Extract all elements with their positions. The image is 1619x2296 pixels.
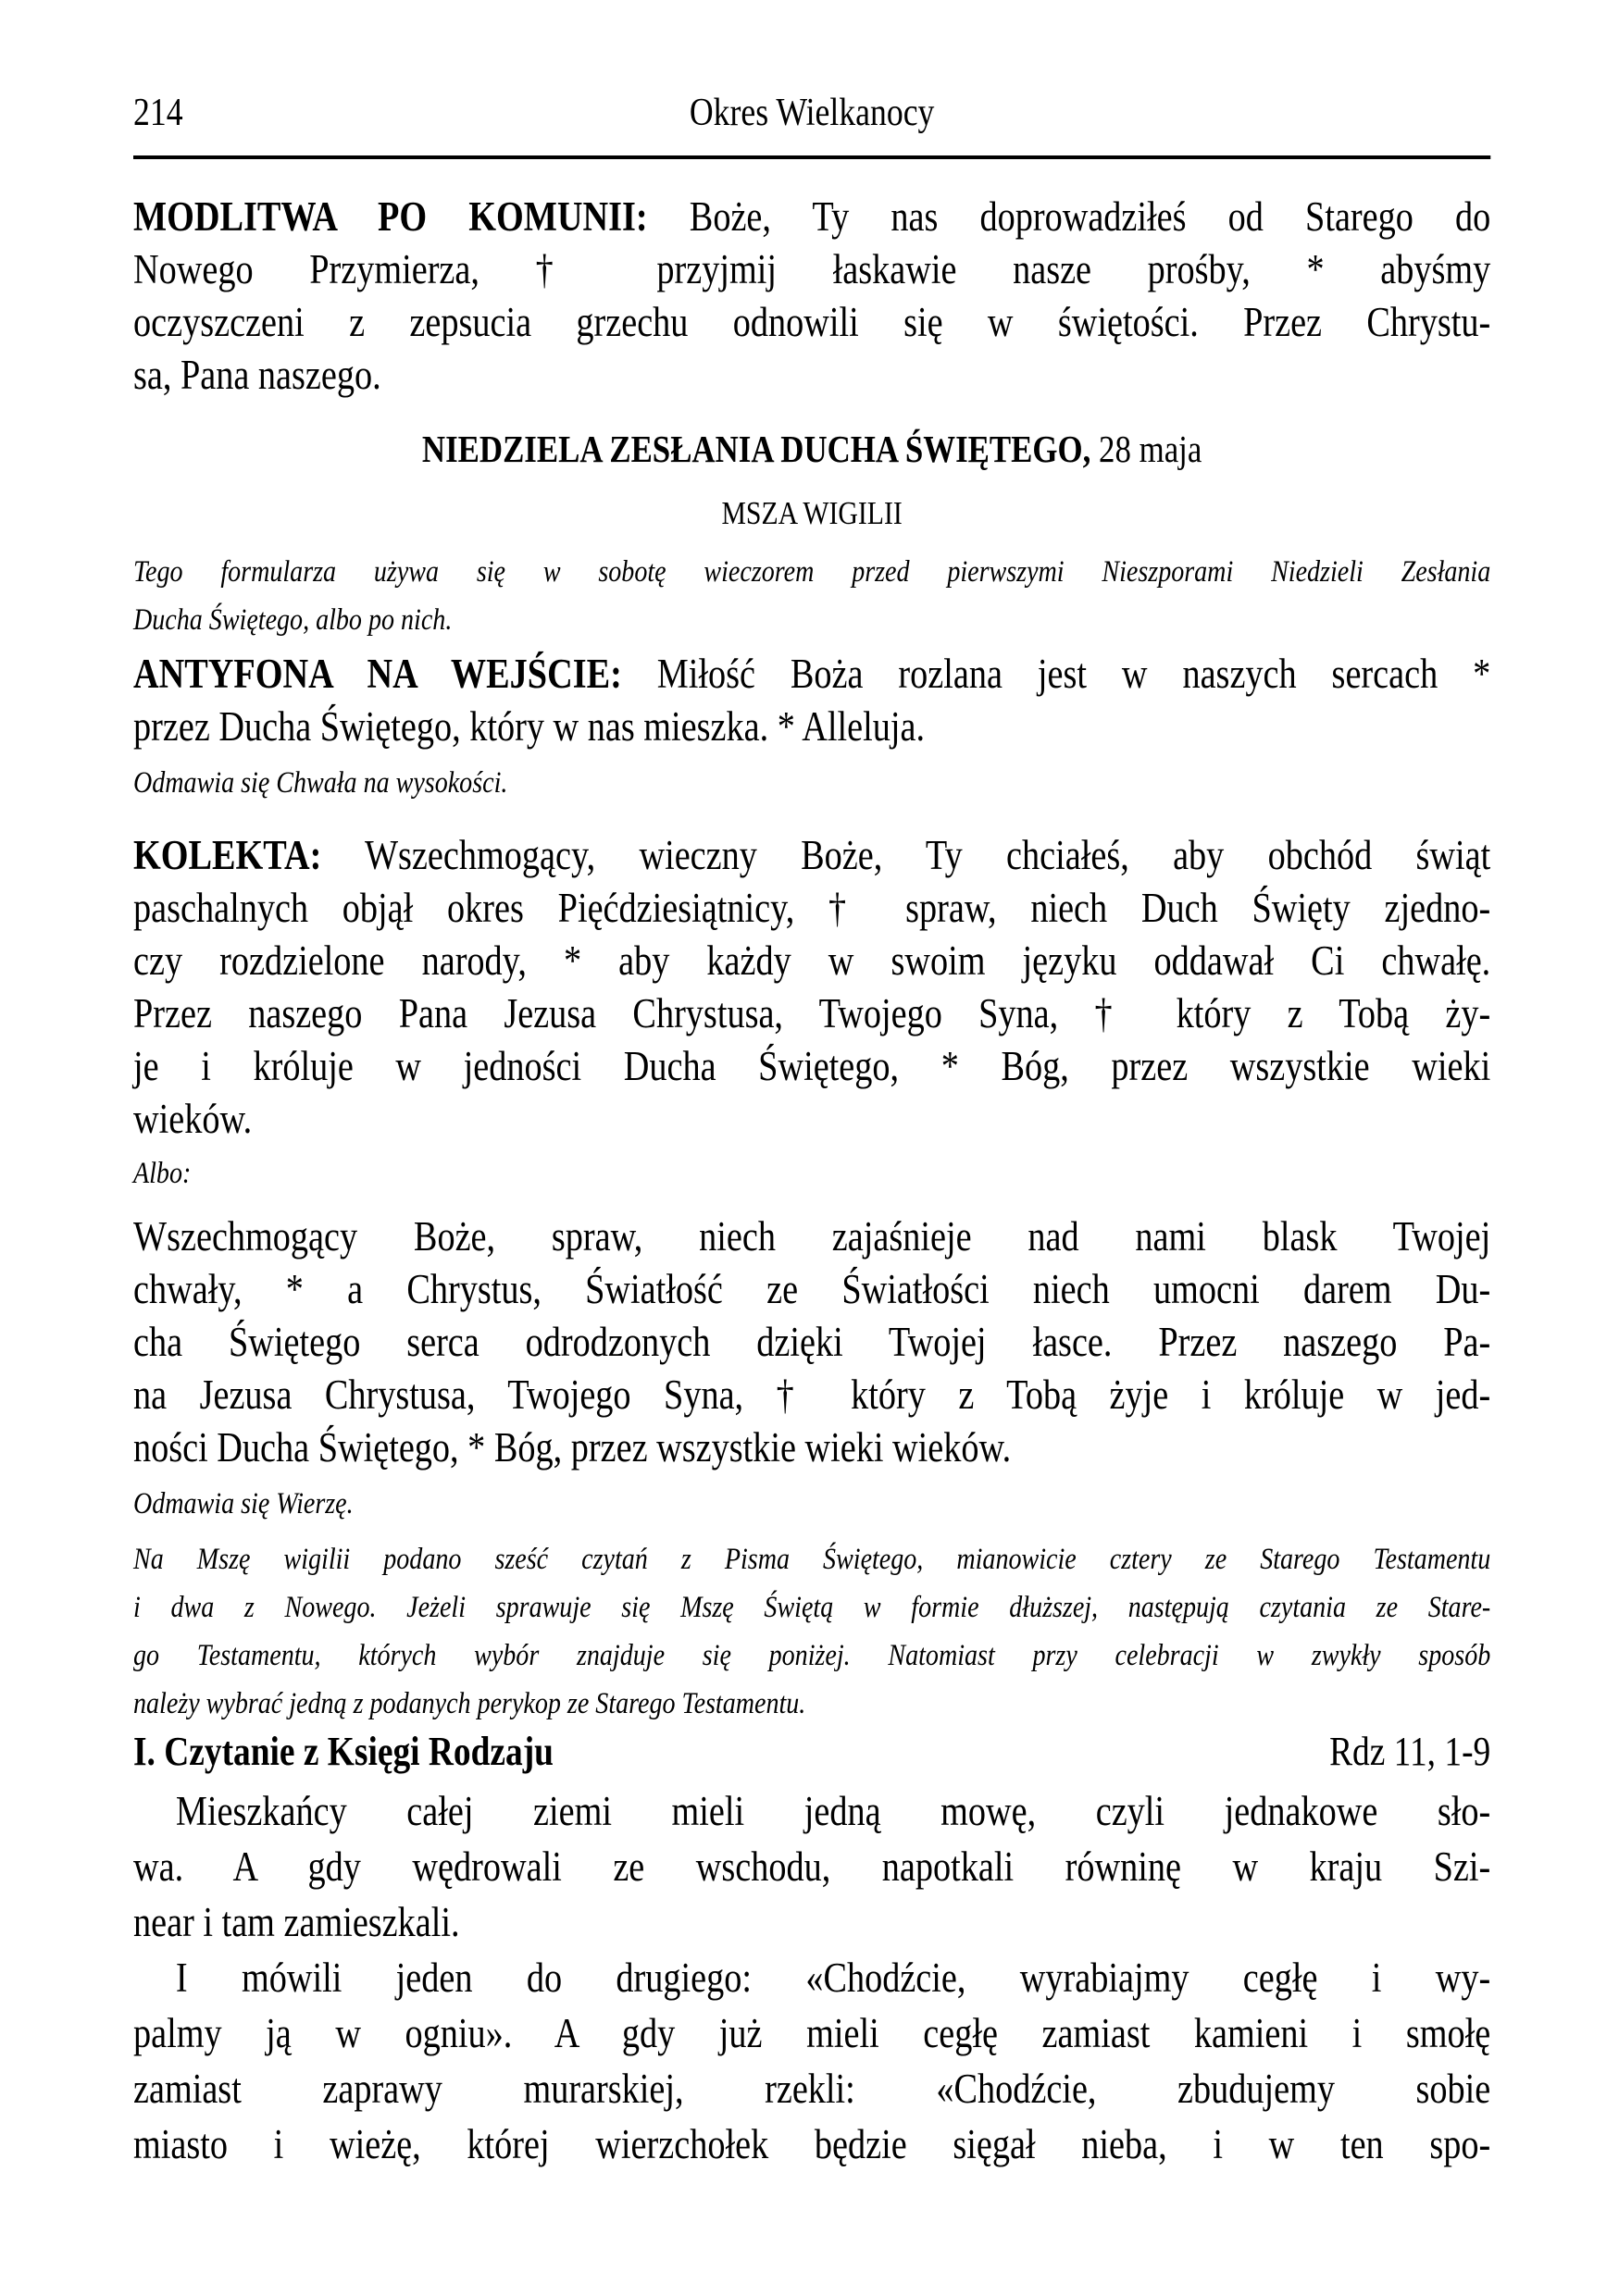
text-line: zamiast zaprawy murarskiej, rzekli: «Chodźcie, zbudujemy sobie <box>133 2066 1491 2112</box>
page-content <box>133 93 1490 2172</box>
reading-paragraph <box>133 1950 1490 2172</box>
text-line: ności Ducha Świętego, * Bóg, przez wszystkie wieki wieków. <box>133 1424 1012 1471</box>
entrance-antiphon <box>133 648 1490 753</box>
prayer-label: KOLEKTA: <box>133 832 322 878</box>
prayer-text: Miłość Boża rozlana jest w naszych sercach * <box>656 651 1491 697</box>
rubric-line: i dwa z Nowego. Jeżeli sprawuje się Mszę Świętą w formie dłuższej, następują czytania ze Stare- <box>133 1591 1491 1624</box>
text-line: czy rozdzielone narody, * aby każdy w swoim języku oddawał Ci chwałę. <box>133 937 1491 984</box>
feast-heading <box>133 426 1490 472</box>
reading-reference: Rdz 11, 1-9 <box>1329 1729 1491 1774</box>
text-line: Wszechmogący Boże, spraw, niech zajaśnieje nad nami blask Twojej <box>133 1213 1491 1260</box>
feast-date: 28 maja <box>1099 428 1202 470</box>
text-line: chwały, * a Chrystus, Światłość ze Światłości niech umocni darem Du- <box>133 1266 1491 1312</box>
text-line: near i tam zamieszkali. <box>133 1899 460 1945</box>
page-number: 214 <box>133 92 183 134</box>
header-rule <box>133 155 1490 159</box>
text-line <box>133 191 1490 243</box>
text-line <box>133 648 1490 701</box>
text-line: Mieszkańcy całej ziemi mieli jedną mowę, czyli jednakowe sło- <box>175 1788 1491 1834</box>
text-line: je i króluje w jedności Ducha Świętego, * Bóg, przez wszystkie wieki <box>133 1043 1491 1089</box>
readings-rubric <box>133 1535 1490 1728</box>
mass-title: MSZA WIGILII <box>721 495 903 531</box>
rubric-line: Ducha Świętego, albo po nich. <box>133 603 453 637</box>
text-line: cha Świętego serca odrodzonych dzięki Twojej łasce. Przez naszego Pa- <box>133 1319 1491 1365</box>
prayer-label: ANTYFONA NA WEJŚCIE: <box>133 651 622 697</box>
text-line: I mówili jeden do drugiego: «Chodźcie, wyrabiajmy cegłę i wy- <box>175 1955 1491 2001</box>
text-line <box>133 829 1490 882</box>
rubric-line: Na Mszę wigilii podano sześć czytań z Pisma Świętego, mianowicie cztery ze Starego Testamentu <box>133 1543 1491 1576</box>
reading-paragraph <box>133 1783 1490 1950</box>
alternative-collect <box>133 1210 1490 1474</box>
text-line: palmy ją w ogniu». A gdy już mieli cegłę zamiast kamieni i smołę <box>133 2010 1491 2056</box>
text-line: przez Ducha Świętego, który w nas mieszka. * Alleluja. <box>133 703 926 750</box>
rubric-line: należy wybrać jedną z podanych perykop ze Starego Testamentu. <box>133 1687 806 1720</box>
rubric-line: go Testamentu, których wybór znajduje się poniżej. Natomiast przy celebracji w zwykły sposób <box>133 1639 1491 1672</box>
credo-rubric: Odmawia się Wierzę. <box>133 1487 354 1520</box>
gloria-rubric: Odmawia się Chwała na wysokości. <box>133 766 508 800</box>
running-title: Okres Wielkanocy <box>689 92 935 134</box>
feast-title: NIEDZIELA ZESŁANIA DUCHA ŚWIĘTEGO, <box>421 428 1091 470</box>
prayer-text: Wszechmogący, wieczny Boże, Ty chciałeś, aby obchód świąt <box>364 832 1491 878</box>
rubric-line: Tego formularza używa się w sobotę wieczorem przed pierwszymi Nieszporami Niedzieli Zesłania <box>133 555 1491 589</box>
text-line: Przez naszego Pana Jezusa Chrystusa, Twojego Syna, † który z Tobą ży- <box>133 990 1491 1036</box>
text-line: paschalnych objął okres Pięćdziesiątnicy, † spraw, niech Duch Święty zjedno- <box>133 885 1491 931</box>
text-line: wa. A gdy wędrowali ze wschodu, napotkali równinę w kraju Szi- <box>133 1843 1491 1890</box>
page-header <box>133 93 1490 133</box>
text-line: oczyszczeni z zepsucia grzechu odnowili się w świętości. Przez Chrystu- <box>133 299 1491 345</box>
reading-heading <box>133 1728 1490 1776</box>
text-line: sa, Pana naszego. <box>133 352 381 398</box>
prayer-label: MODLITWA PO KOMUNII: <box>133 193 648 240</box>
text-line: wieków. <box>133 1096 253 1142</box>
text-line: miasto i wieżę, której wierzchołek będzie sięgał nieba, i w ten spo- <box>133 2121 1491 2167</box>
reading-title: I. Czytanie z Księgi Rodzaju <box>133 1729 554 1774</box>
text-line: na Jezusa Chrystusa, Twojego Syna, † który z Tobą żyje i króluje w jed- <box>133 1371 1491 1418</box>
post-communion-prayer <box>133 191 1490 402</box>
vigil-rubric <box>133 548 1490 644</box>
collect-prayer <box>133 829 1490 1146</box>
albo-rubric: Albo: <box>133 1157 192 1190</box>
prayer-text: Boże, Ty nas doprowadziłeś od Starego do <box>689 193 1491 240</box>
text-line: Nowego Przymierza, † przyjmij łaskawie nasze prośby, * abyśmy <box>133 246 1491 292</box>
